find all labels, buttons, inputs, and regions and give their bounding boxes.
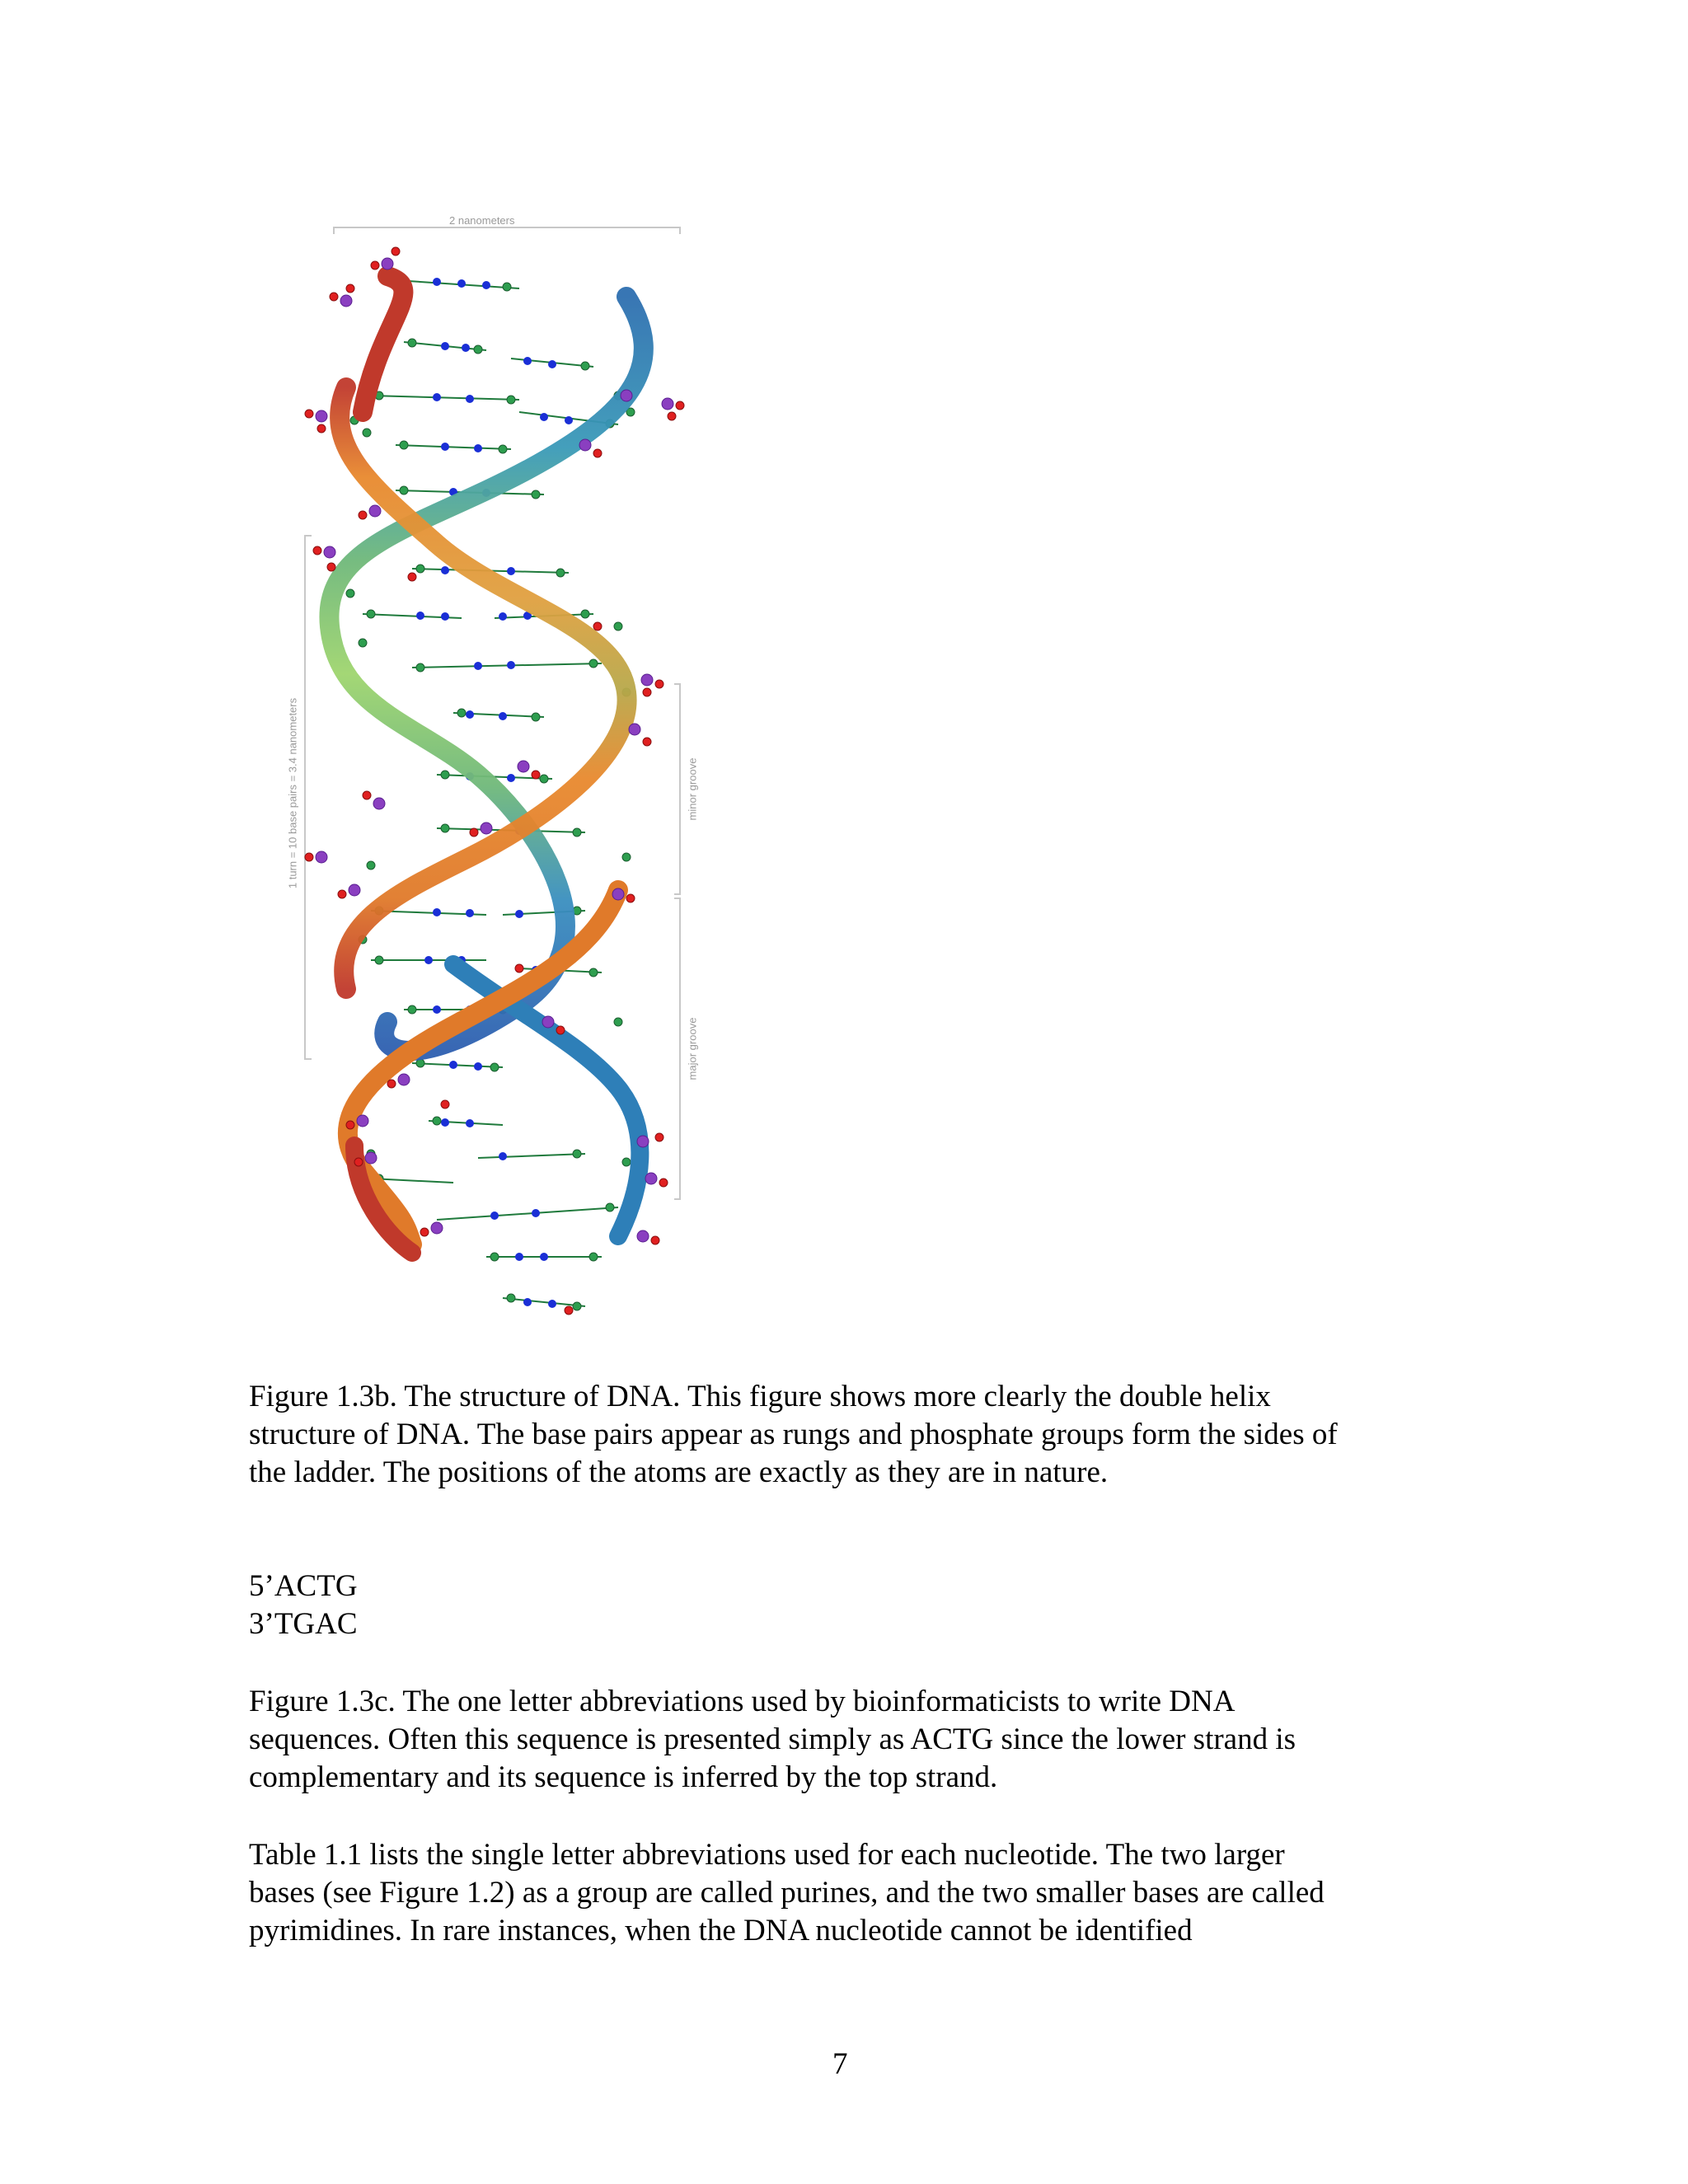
caption-line: structure of DNA. The base pairs appear as rungs and phosphate groups form the sides of	[249, 1418, 1338, 1451]
backbone-strand-a-top	[363, 276, 403, 412]
minor-groove-bracket	[674, 684, 680, 894]
turn-bracket	[305, 536, 312, 1059]
bottom-strand-sequence: 3’TGAC	[249, 1607, 358, 1641]
backbone-strand-a	[340, 387, 626, 989]
backbone-strand-a-lower	[348, 890, 618, 1244]
paragraph-line: Table 1.1 lists the single letter abbreviations used for each nucleotide. The two larger	[249, 1838, 1285, 1872]
minor-groove-label: minor groove	[686, 757, 699, 821]
caption-line: Figure 1.3b. The structure of DNA. This figure shows more clearly the double helix	[249, 1380, 1271, 1413]
dna-helix-illustration	[272, 198, 734, 1352]
width-label: 2 nanometers	[449, 214, 515, 227]
caption-line: the ladder. The positions of the atoms are exactly as they are in nature.	[249, 1455, 1109, 1489]
caption-line: Figure 1.3c. The one letter abbreviations used by bioinformaticists to write DNA	[249, 1685, 1236, 1718]
turn-label: 1 turn = 10 base pairs = 3.4 nanometers	[286, 697, 299, 889]
page-number: 7	[832, 2047, 848, 2081]
paragraph-line: bases (see Figure 1.2) as a group are called purines, and the two smaller bases are called	[249, 1876, 1325, 1910]
dna-helix-figure	[272, 198, 734, 1352]
caption-line: complementary and its sequence is inferred by the top strand.	[249, 1760, 998, 1794]
major-groove-bracket	[674, 898, 680, 1199]
caption-line: sequences. Often this sequence is presented simply as ACTG since the lower strand is	[249, 1722, 1296, 1756]
major-groove-label: major groove	[686, 1017, 699, 1080]
paragraph-line: pyrimidines. In rare instances, when the DNA nucleotide cannot be identified	[249, 1914, 1193, 1947]
width-bracket	[334, 227, 680, 234]
top-strand-sequence: 5’ACTG	[249, 1569, 358, 1603]
